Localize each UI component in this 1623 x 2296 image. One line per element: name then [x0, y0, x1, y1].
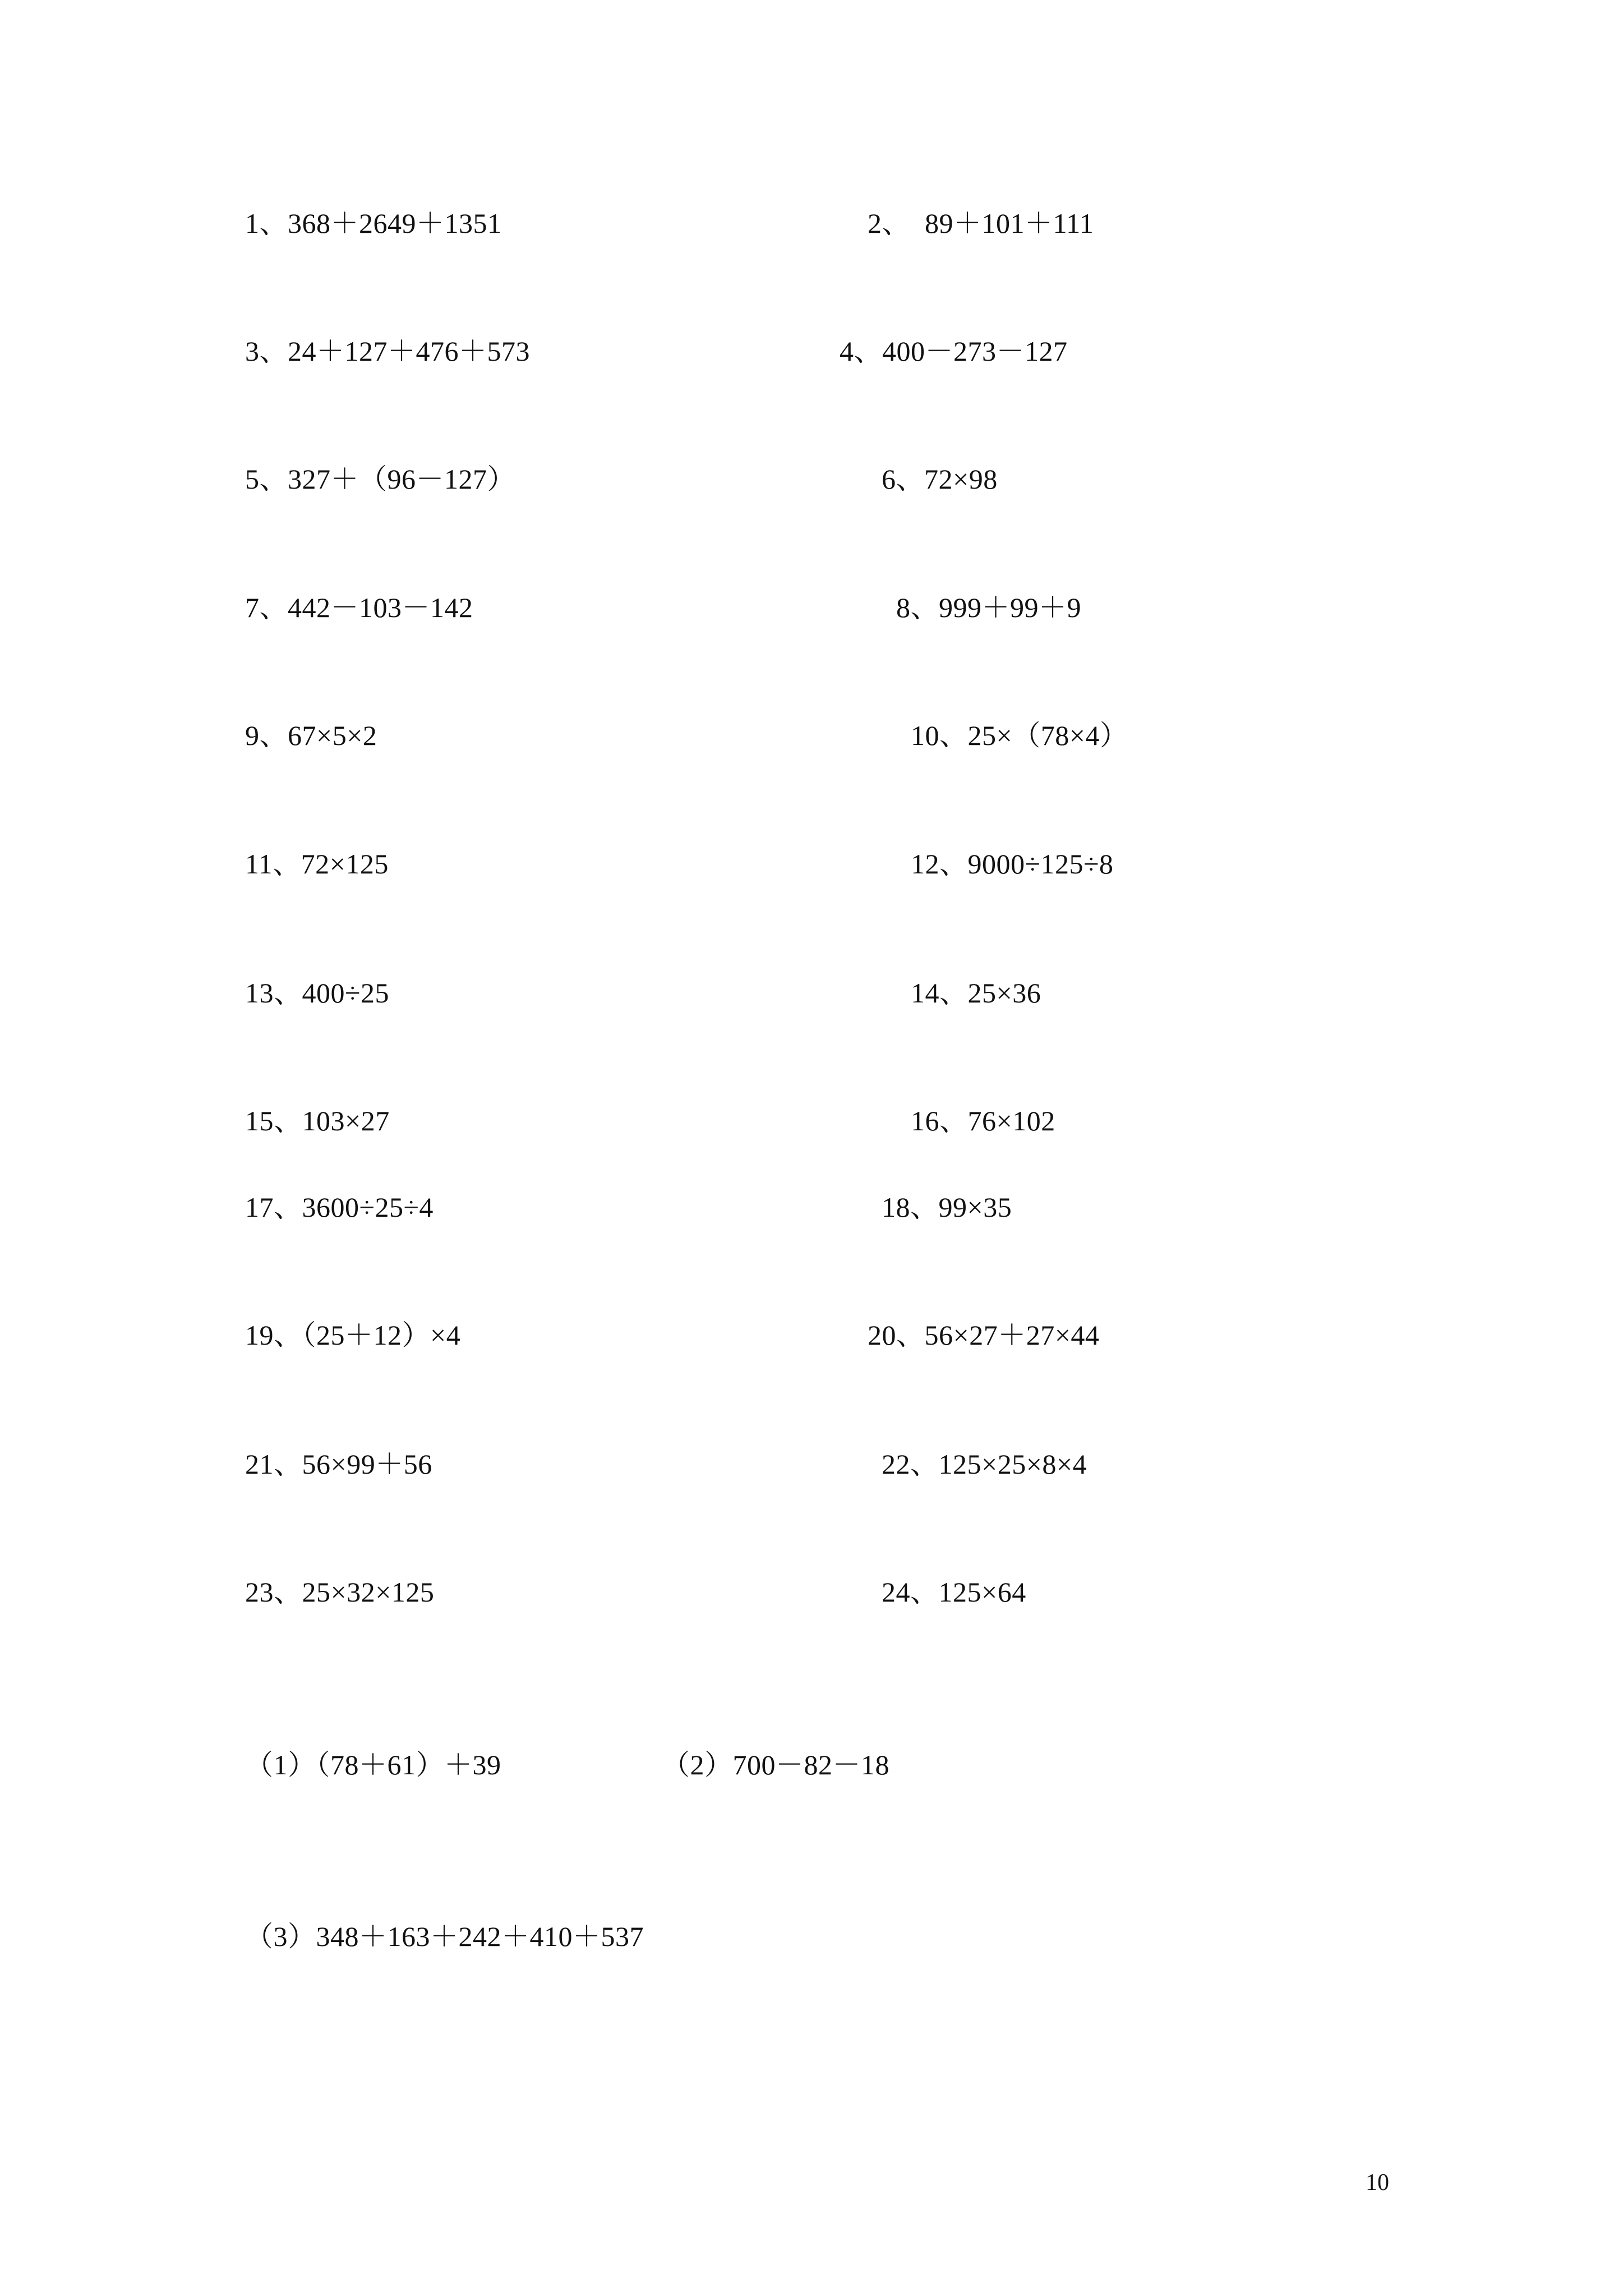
- problem-19: 19、（25＋12）×4: [245, 1319, 461, 1351]
- problem-7: 7、442－103－142: [245, 592, 473, 623]
- problem-24: 24、125×64: [882, 1576, 1026, 1608]
- problem-14: 14、25×36: [911, 977, 1041, 1009]
- problem-15: 15、103×27: [245, 1105, 390, 1137]
- extra-problem-3: （3）348＋163＋242＋410＋537: [245, 1921, 644, 1952]
- problem-12: 12、9000÷125÷8: [911, 848, 1114, 880]
- problem-20: 20、56×27＋27×44: [868, 1319, 1100, 1351]
- problem-11: 11、72×125: [245, 848, 389, 880]
- problem-16: 16、76×102: [911, 1105, 1055, 1137]
- problem-13: 13、400÷25: [245, 977, 389, 1009]
- problem-9: 9、67×5×2: [245, 720, 377, 751]
- page-number: 10: [1366, 2170, 1389, 2196]
- problem-22: 22、125×25×8×4: [882, 1448, 1087, 1480]
- problem-4: 4、400－273－127: [840, 335, 1068, 367]
- problem-5: 5、327＋（96－127）: [245, 463, 515, 495]
- problem-10: 10、25×（78×4）: [911, 720, 1128, 751]
- problem-23: 23、25×32×125: [245, 1576, 435, 1608]
- extra-problem-1: （1）（78＋61）＋39: [245, 1749, 501, 1780]
- problem-17: 17、3600÷25÷4: [245, 1191, 434, 1223]
- problem-1: 1、368＋2649＋1351: [245, 208, 502, 239]
- problem-21: 21、56×99＋56: [245, 1448, 432, 1480]
- problem-8: 8、999＋99＋9: [896, 592, 1081, 623]
- extra-problem-2: （2）700－82－18: [662, 1749, 889, 1780]
- problem-2: 2、 89＋101＋111: [868, 208, 1094, 239]
- problem-3: 3、24＋127＋476＋573: [245, 335, 530, 367]
- problem-18: 18、99×35: [882, 1191, 1012, 1223]
- problem-6: 6、72×98: [882, 463, 998, 495]
